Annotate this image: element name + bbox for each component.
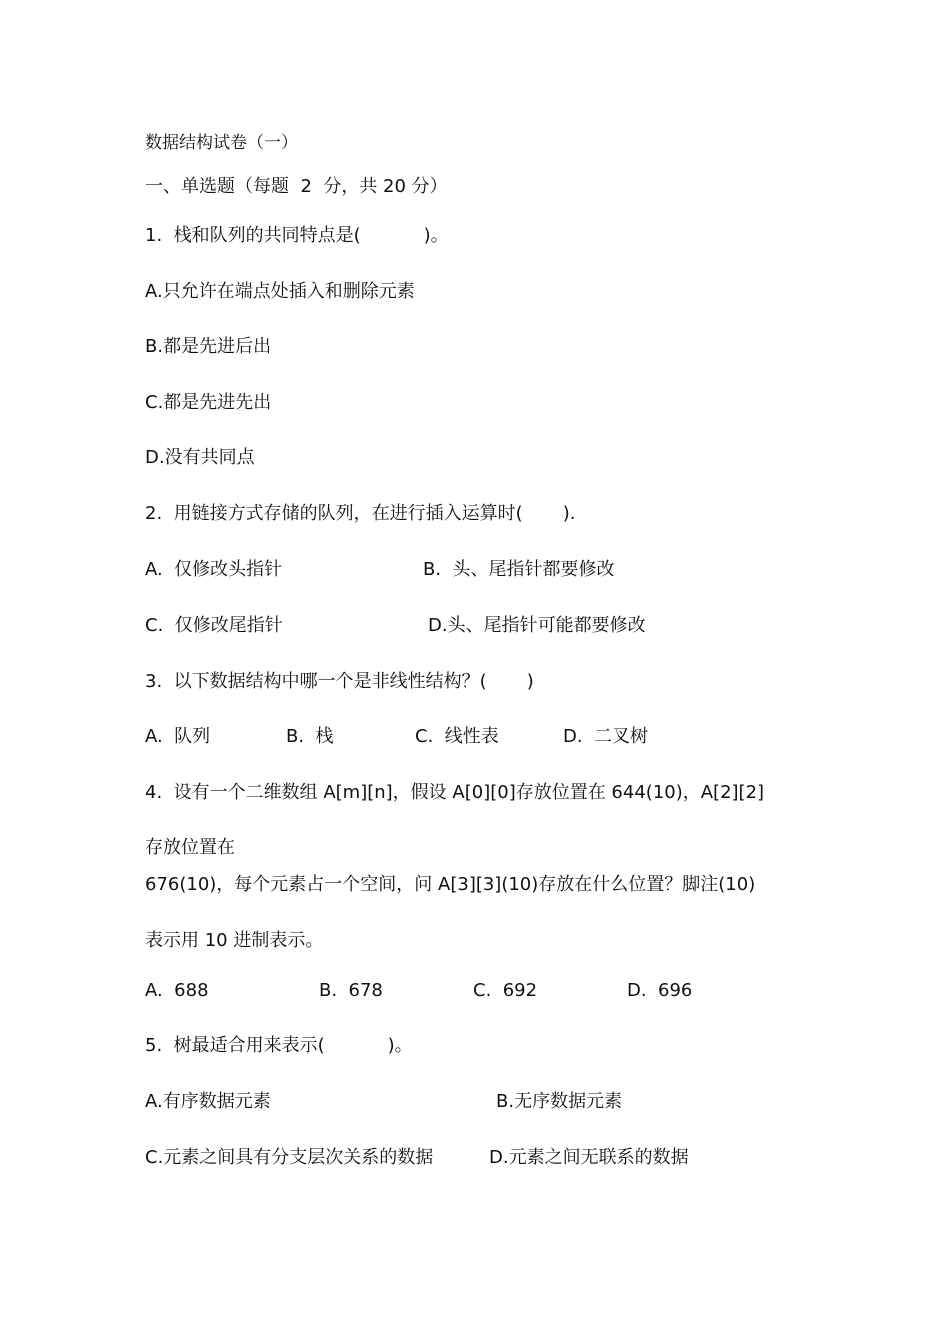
question-4-option-b: B. 678 [319, 980, 383, 1001]
question-3-option-a: A. 队列 [145, 726, 211, 747]
question-2-option-c: C. 仅修改尾指针 [145, 615, 283, 636]
question-5-option-d: D.元素之间无联系的数据 [489, 1147, 689, 1168]
question-3-option-d: D. 二叉树 [563, 726, 649, 747]
question-3-stem: 3. 以下数据结构中哪一个是非线性结构？( ) [145, 671, 534, 692]
question-1-option-a: A.只允许在端点处插入和删除元素 [145, 281, 415, 302]
question-4-stem-line-2: 存放位置在 [145, 837, 235, 858]
question-4-stem-line-1: 4. 设有一个二维数组 A[m][n]，假设 A[0][0]存放位置在 644(10)，A[2][2] [145, 782, 765, 803]
question-5-option-a: A.有序数据元素 [145, 1091, 271, 1112]
question-5-option-b: B.无序数据元素 [496, 1091, 623, 1112]
question-5-stem: 5. 树最适合用来表示( )。 [145, 1035, 413, 1056]
question-2-stem: 2. 用链接方式存储的队列，在进行插入运算时( ). [145, 503, 576, 524]
question-5-option-c: C.元素之间具有分支层次关系的数据 [145, 1147, 434, 1168]
question-3-option-b: B. 栈 [286, 726, 334, 747]
question-3-option-c: C. 线性表 [415, 726, 499, 747]
exam-title: 数据结构试卷（一） [145, 133, 298, 153]
question-1-stem: 1. 栈和队列的共同特点是( )。 [145, 225, 449, 246]
question-4-option-d: D. 696 [627, 980, 693, 1001]
question-1-option-c: C.都是先进先出 [145, 392, 272, 413]
question-4-option-c: C. 692 [473, 980, 538, 1001]
question-4-option-a: A. 688 [145, 980, 209, 1001]
section-heading: 一、单选题（每题 2 分，共 20 分） [145, 176, 448, 197]
question-1-option-b: B.都是先进后出 [145, 336, 272, 357]
question-2-option-b: B. 头、尾指针都要修改 [423, 559, 615, 580]
question-4-stem-line-3: 676(10)，每个元素占一个空间，问 A[3][3](10)存放在什么位置？脚注(10) [145, 874, 756, 895]
question-2-option-d: D.头、尾指针可能都要修改 [428, 615, 646, 636]
question-4-stem-line-4: 表示用 10 进制表示。 [145, 930, 324, 951]
question-1-option-d: D.没有共同点 [145, 447, 255, 468]
question-2-option-a: A. 仅修改头指针 [145, 559, 283, 580]
